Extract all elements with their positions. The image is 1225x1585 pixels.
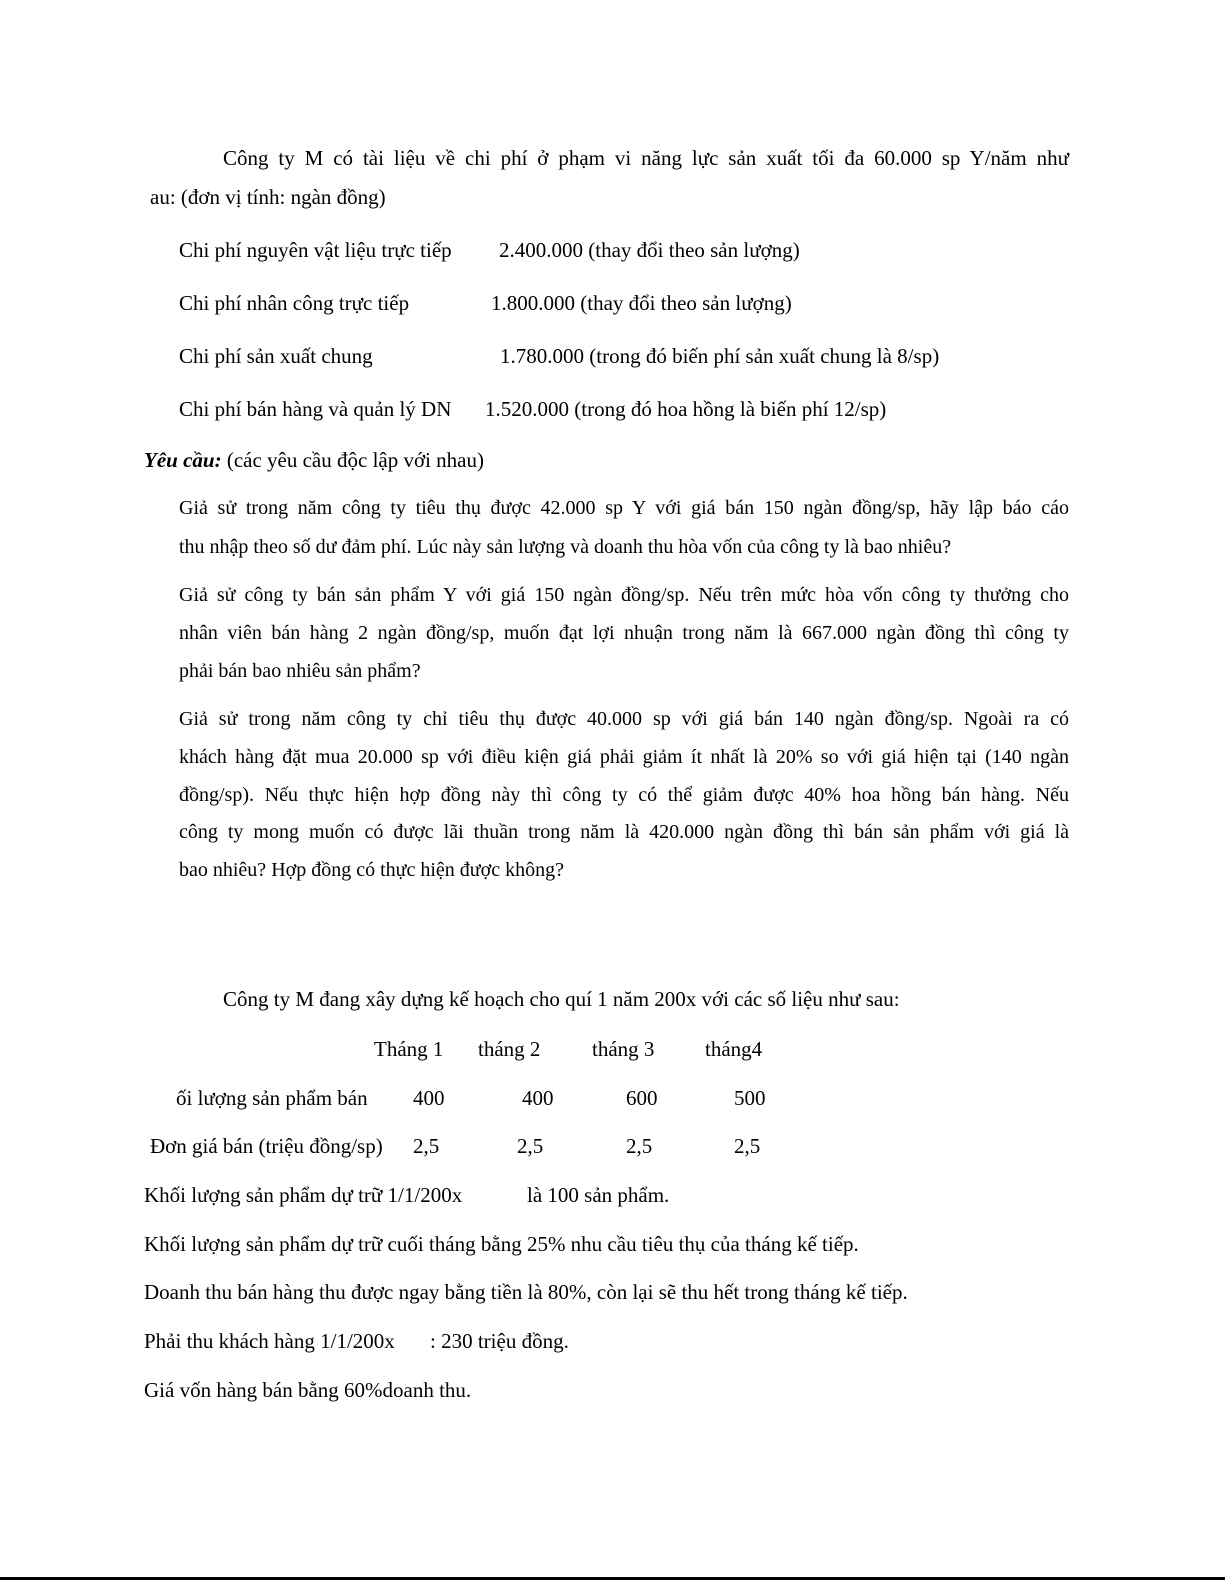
- table-cell-price-2: 2,5: [517, 1134, 544, 1158]
- table-cell-price-1: 2,5: [413, 1134, 440, 1158]
- question-3-line-2: khách hàng đặt mua 20.000 sp với điều kiện giá phải giảm ít nhất là 20% so với giá hiện tại (140 ngàn: [179, 746, 1069, 768]
- question-2-line-1: Giả sử công ty bán sản phẩm Y với giá 150 ngàn đồng/sp. Nếu trên mức hòa vốn công ty thưởng cho: [179, 584, 1069, 606]
- receivable-label: Phải thu khách hàng 1/1/200x: [144, 1329, 395, 1353]
- intro-line-2: au: (đơn vị tính: ngàn đồng): [150, 185, 386, 209]
- table-row-label-quantity: ối lượng sản phẩm bán: [176, 1086, 368, 1110]
- intro-line-1: Công ty M có tài liệu về chi phí ở phạm vi năng lực sản xuất tối đa 60.000 sp Y/năm như: [223, 146, 1069, 170]
- cost-label-labor: Chi phí nhân công trực tiếp: [179, 291, 410, 315]
- cost-label-materials: Chi phí nguyên vật liệu trực tiếp: [179, 238, 452, 262]
- cost-value-materials: 2.400.000 (thay đổi theo sản lượng): [499, 238, 800, 262]
- cost-value-labor: 1.800.000 (thay đổi theo sản lượng): [491, 291, 792, 315]
- requirements-note: (các yêu cầu độc lập với nhau): [226, 448, 484, 472]
- revenue-collection-line: Doanh thu bán hàng thu được ngay bằng tiền là 80%, còn lại sẽ thu hết trong tháng kế tiếp.: [144, 1280, 908, 1304]
- cogs-line: Giá vốn hàng bán bằng 60%doanh thu.: [144, 1378, 472, 1402]
- table-cell-quantity-2: 400: [522, 1086, 554, 1110]
- question-3-line-5: bao nhiêu? Hợp đồng có thực hiện được không?: [179, 859, 564, 881]
- table-header-month-4: tháng4: [705, 1037, 763, 1061]
- requirements-title: Yêu cầu:: [144, 448, 222, 472]
- table-cell-quantity-4: 500: [734, 1086, 766, 1110]
- inventory-label: Khối lượng sản phẩm dự trữ 1/1/200x: [144, 1183, 463, 1207]
- table-cell-price-4: 2,5: [734, 1134, 761, 1158]
- table-cell-quantity-1: 400: [413, 1086, 445, 1110]
- inventory-value: là 100 sản phẩm.: [527, 1183, 670, 1207]
- table-header-month-1: Tháng 1: [374, 1037, 444, 1061]
- receivable-value: : 230 triệu đồng.: [430, 1329, 569, 1353]
- question-3-line-4: công ty mong muốn có được lãi thuần trong năm là 420.000 ngàn đồng thì bán sản phẩm với giá là: [179, 821, 1069, 843]
- page-bottom-border: [0, 1577, 1225, 1580]
- cost-label-selling-admin: Chi phí bán hàng và quản lý DN: [179, 397, 452, 421]
- cost-value-overhead: 1.780.000 (trong đó biến phí sản xuất chung là 8/sp): [500, 344, 940, 368]
- table-cell-quantity-3: 600: [626, 1086, 658, 1110]
- table-header-month-2: tháng 2: [478, 1037, 541, 1061]
- cost-value-selling-admin: 1.520.000 (trong đó hoa hồng là biến phí 12/sp): [485, 397, 887, 421]
- question-2-line-2: nhân viên bán hàng 2 ngàn đồng/sp, muốn đạt lợi nhuận trong năm là 667.000 ngàn đồng thì công ty: [179, 622, 1069, 644]
- cost-label-overhead: Chi phí sản xuất chung: [179, 344, 373, 368]
- plan-intro: Công ty M đang xây dựng kế hoạch cho quí 1 năm 200x với các số liệu như sau:: [223, 987, 900, 1011]
- question-3-line-3: đồng/sp). Nếu thực hiện hợp đồng này thì công ty có thể giảm được 40% hoa hồng bán hàng. Nếu: [179, 784, 1069, 806]
- question-1-line-1: Giả sử trong năm công ty tiêu thụ được 42.000 sp Y với giá bán 150 ngàn đồng/sp, hãy lập báo cáo: [179, 497, 1069, 519]
- requirements-heading: [144, 450, 484, 471]
- question-1-line-2: thu nhập theo số dư đảm phí. Lúc này sản lượng và doanh thu hòa vốn của công ty là bao nhiêu?: [179, 536, 952, 558]
- table-row-label-price: Đơn giá bán (triệu đồng/sp): [150, 1134, 383, 1158]
- question-3-line-1: Giả sử trong năm công ty chỉ tiêu thụ được 40.000 sp với giá bán 140 ngàn đồng/sp. Ngoài ra có: [179, 708, 1069, 730]
- table-header-month-3: tháng 3: [592, 1037, 655, 1061]
- ending-inventory-line: Khối lượng sản phẩm dự trữ cuối tháng bằng 25% nhu cầu tiêu thụ của tháng kế tiếp.: [144, 1232, 859, 1256]
- table-cell-price-3: 2,5: [626, 1134, 653, 1158]
- question-2-line-3: phải bán bao nhiêu sản phẩm?: [179, 660, 421, 682]
